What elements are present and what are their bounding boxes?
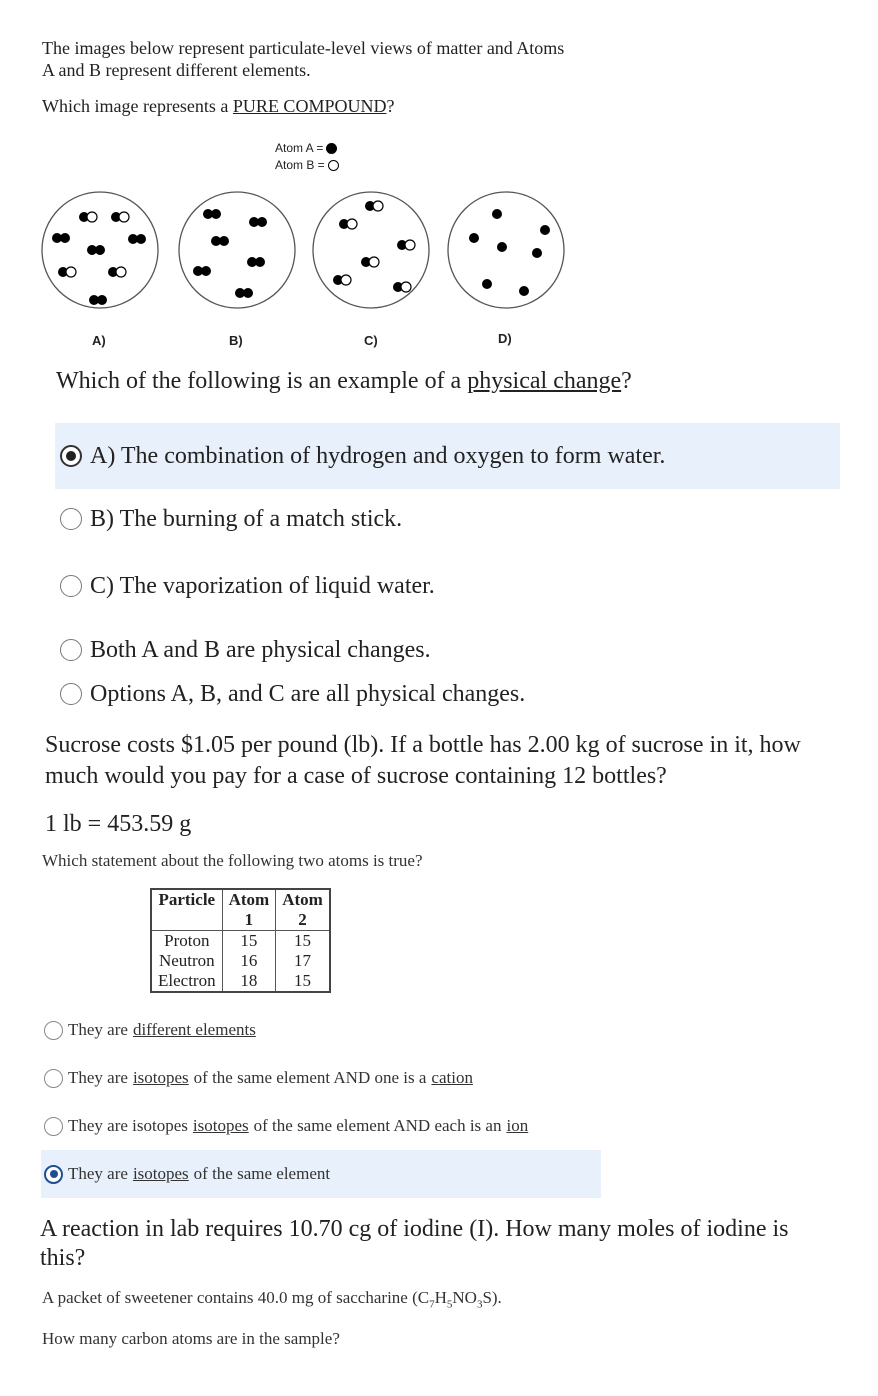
q2-option-a[interactable] <box>55 423 840 489</box>
open-atom-icon <box>328 160 339 171</box>
radio-icon[interactable] <box>44 1069 63 1088</box>
q2-question <box>56 368 632 395</box>
particle-table <box>150 888 331 993</box>
q4-option-d[interactable] <box>41 1150 601 1198</box>
formula-sub: 3 <box>476 1298 483 1311</box>
table-cell: 17 <box>276 951 330 971</box>
table-row <box>151 931 330 952</box>
formula-part: H <box>434 1288 447 1307</box>
label-c: C) <box>364 333 378 348</box>
table-header: Atom <box>276 889 330 910</box>
formula-part: NO <box>452 1288 477 1307</box>
q4-option-c-text: They are isotopes <box>68 1116 188 1135</box>
q2-option-b[interactable] <box>55 486 840 552</box>
q3-question: Sucrose costs $1.05 per pound (lb). If a bottle has 2.00 kg of sucrose in it, how much would you pay for a case of sucrose containing 12 bottles? <box>45 732 801 789</box>
isotopes-link[interactable]: isotopes <box>132 1068 189 1087</box>
label-d: D) <box>498 331 512 346</box>
table-subheader: 2 <box>276 910 330 931</box>
radio-icon[interactable] <box>60 639 82 661</box>
radio-icon[interactable] <box>60 508 82 530</box>
q2-option-b-label: B) The burning of a match stick. <box>90 505 403 532</box>
q1-intro <box>42 37 742 81</box>
q2-option-e[interactable] <box>55 661 840 727</box>
q4-option-d-text2: of the same element <box>193 1164 331 1183</box>
table-subheader <box>151 910 222 931</box>
q4-option-c-text2: of the same element AND each is an <box>253 1116 502 1135</box>
q1-intro-line1: The images below represent particulate-level views of matter and Atoms <box>42 38 565 58</box>
table-cell: 15 <box>276 931 330 952</box>
label-b: B) <box>229 333 243 348</box>
radio-selected-icon[interactable] <box>60 445 82 467</box>
cation-link[interactable]: cation <box>431 1068 473 1087</box>
q4-option-b-text2: of the same element AND one is a <box>193 1068 427 1087</box>
q4-option-b[interactable] <box>41 1054 601 1102</box>
q1-question-prefix: Which image represents a <box>42 96 233 116</box>
radio-icon[interactable] <box>44 1117 63 1136</box>
circle-d-particles <box>469 209 550 296</box>
formula-part: S). <box>482 1288 502 1307</box>
q4-option-b-text: They are <box>68 1068 128 1087</box>
q4-option-d-text: They are <box>68 1164 128 1183</box>
particle-diagram <box>30 190 570 355</box>
radio-icon[interactable] <box>60 683 82 705</box>
q4-question: Which statement about the following two atoms is true? <box>42 851 423 870</box>
formula-sub: 5 <box>446 1298 453 1311</box>
q4-option-a[interactable] <box>41 1006 601 1054</box>
table-row <box>151 971 330 992</box>
circle-a-particles <box>52 212 146 305</box>
filled-atom-icon <box>326 143 337 154</box>
table-cell: Electron <box>151 971 222 992</box>
table-cell: 15 <box>276 971 330 992</box>
q2-question-suffix: ? <box>621 368 632 394</box>
isotopes-link[interactable]: isotopes <box>132 1164 189 1183</box>
legend-atom-b-label: Atom B = <box>275 158 325 172</box>
q1-intro-line2: A and B represent different elements. <box>42 60 311 80</box>
table-cell: 18 <box>222 971 276 992</box>
radio-icon[interactable] <box>44 1021 63 1040</box>
table-row <box>151 951 330 971</box>
ion-link[interactable]: ion <box>506 1116 529 1135</box>
table-header: Atom <box>222 889 276 910</box>
isotopes-link[interactable]: isotopes <box>192 1116 249 1135</box>
circle-c-particles <box>333 201 415 292</box>
label-a: A) <box>92 333 106 348</box>
table-cell: Proton <box>151 931 222 952</box>
q2-question-prefix: Which of the following is an example of a <box>56 368 468 394</box>
atom-legend <box>275 140 339 174</box>
q2-option-e-label: Options A, B, and C are all physical changes. <box>90 680 526 707</box>
q1-question <box>42 96 394 117</box>
legend-atom-a-label: Atom A = <box>275 141 324 155</box>
q2-option-d-label: Both A and B are physical changes. <box>90 636 431 663</box>
table-cell: 15 <box>222 931 276 952</box>
q3-conversion: 1 lb = 453.59 g <box>45 811 192 837</box>
different-elements-link[interactable]: different elements <box>132 1020 256 1039</box>
q6-question: How many carbon atoms are in the sample? <box>42 1329 340 1348</box>
pure-compound-link[interactable]: PURE COMPOUND <box>232 96 387 116</box>
table-header: Particle <box>151 889 222 910</box>
table-cell: Neutron <box>151 951 222 971</box>
radio-icon[interactable] <box>60 575 82 597</box>
q4-option-a-text: They are <box>68 1020 128 1039</box>
radio-selected-icon[interactable] <box>44 1165 63 1184</box>
table-subheader: 1 <box>222 910 276 931</box>
q2-option-a-label: A) The combination of hydrogen and oxygen to form water. <box>90 442 666 469</box>
physical-change-link[interactable]: physical change <box>467 368 622 394</box>
circle-b-particles <box>193 209 267 298</box>
q2-option-c[interactable] <box>55 553 840 619</box>
q5-question: A reaction in lab requires 10.70 cg of iodine (I). How many moles of iodine is this? <box>40 1216 789 1271</box>
formula-sub: 7 <box>429 1298 435 1311</box>
particle-diagram-svg <box>30 190 570 350</box>
table-cell: 16 <box>222 951 276 971</box>
q6-text-prefix: A packet of sweetener contains 40.0 mg of saccharine (C <box>42 1288 430 1307</box>
q4-option-c[interactable] <box>41 1102 601 1150</box>
q6-statement <box>42 1288 502 1310</box>
q1-question-suffix: ? <box>386 96 395 116</box>
q2-option-c-label: C) The vaporization of liquid water. <box>90 572 435 599</box>
